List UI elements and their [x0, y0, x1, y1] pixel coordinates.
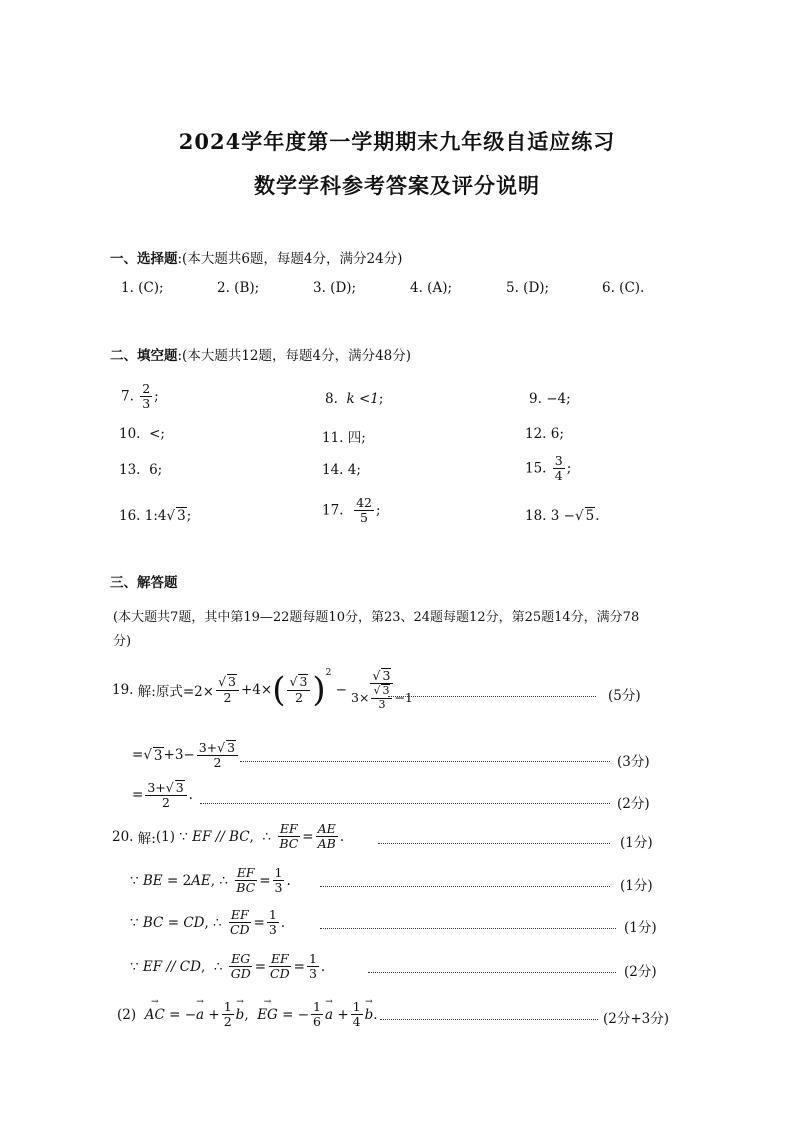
section-1-heading	[110, 247, 402, 267]
section-3-desc: (本大题共7题，其中第19—22题每题10分，第23、24题每题12分，第25题14分，满分78	[113, 610, 640, 625]
answer-5: 5. (D);	[506, 280, 550, 296]
q19-line-2: = √ 3 +3− $\frac{3+√ 3}{2}$	[132, 740, 240, 771]
score-mark: (2分)	[617, 796, 650, 812]
dot-leader	[320, 928, 616, 929]
section-3-title: 三、解答题	[110, 575, 178, 591]
fraction: $\frac{2}{3}$	[142, 381, 151, 412]
score-mark: (1分)	[620, 835, 653, 851]
dot-leader	[368, 972, 616, 973]
dot-leader	[388, 696, 596, 697]
fill-answer-14: 14. 4;	[322, 462, 361, 478]
fill-answer-18: 18. 3 −√ 5.	[525, 507, 599, 524]
fill-answer-15: 15. $\frac{3}{4}$ ;	[525, 453, 572, 484]
q19-line-3: = $\frac{3+√ 3}{2}$ .	[132, 780, 193, 811]
score-mark: (2分+3分)	[603, 1011, 670, 1027]
fraction: $\frac{3}{4}$	[554, 453, 563, 484]
answer-1: 1. (C);	[121, 280, 164, 296]
dot-leader	[240, 761, 610, 762]
answer-6: 6. (C).	[602, 280, 645, 296]
dot-leader	[200, 803, 610, 804]
fill-answer-17: 17. $\frac{42}{5}$ ;	[322, 495, 381, 526]
section-3-desc-cont: 分)	[113, 634, 132, 649]
q19-line-1: 19. 解: 原式=2× √ $\frac{3}{2}$ +4× ( √ $\frac{3}{2}$ ) $^2$ − √ 3 3× √ $\frac{3}{3}$ −1	[112, 668, 417, 712]
score-mark: (1分)	[624, 920, 657, 936]
q20-line-2: ∵ BE = 2 AE , ∴ $\frac{EF}{BC}$ = $\frac{1}{3}$ .	[130, 865, 291, 896]
section-1-desc: :(本大题共6题，每题4分，满分24分)	[177, 251, 403, 267]
fill-answer-8: 8. k <1;	[325, 391, 384, 407]
fill-answer-12: 12. 6;	[525, 426, 564, 442]
score-mark: (3分)	[617, 754, 650, 770]
score-mark: (1分)	[620, 878, 653, 894]
q20-line-4: ∵ EF // CD , ∴ $\frac{EG}{GD}$ = $\frac{EF}{CD}$ = $\frac{1}{3}$ .	[130, 951, 326, 982]
fill-answer-10: 10. <;	[119, 426, 165, 442]
fill-answer-13: 13. 6;	[119, 462, 163, 478]
section-2-desc: :(本大题共12题，每题4分，满分48分)	[177, 348, 412, 364]
q20-line-1: 20. 解: (1) ∵ EF // BC , ∴ $\frac{EF}{BC}$ = $\frac{AE}{AB}$ .	[112, 821, 345, 852]
score-mark: (5分)	[608, 688, 641, 704]
fill-answer-7: 7. $\frac{2}{3}$ ;	[121, 381, 159, 412]
q20-line-3: ∵ BC = CD , ∴ $\frac{EF}{CD}$ = $\frac{1}{3}$ .	[130, 907, 286, 938]
fill-answer-11: 11. 四;	[322, 430, 366, 446]
section-2-heading	[110, 344, 411, 364]
dot-leader	[378, 843, 610, 844]
answer-2: 2. (B);	[217, 280, 260, 296]
answer-4: 4. (A);	[410, 280, 453, 296]
fraction: $\frac{42}{5}$	[356, 495, 372, 526]
fill-answer-16: 16. 1:4√ 3;	[119, 507, 191, 524]
section-3-heading	[110, 571, 178, 591]
answer-3: 3. (D);	[313, 280, 357, 296]
dot-leader	[380, 1019, 598, 1020]
section-2-title: 二、填空题	[110, 348, 178, 364]
fill-answer-9: 9. −4;	[529, 391, 571, 407]
score-mark: (2分)	[624, 964, 657, 980]
document-subtitle: 数学学科参考答案及评分说明	[254, 173, 540, 198]
section-1-title: 一、选择题	[110, 251, 178, 267]
q20-line-5: (2) AC → = − a → + $\frac{1}{2}$ b → , EG → = − $\frac{1}{6}$ a → + $\frac{1}{4}$ b → .	[117, 1000, 378, 1030]
dot-leader	[320, 886, 610, 887]
document-title: 2024学年度第一学期期末九年级自适应练习	[178, 129, 616, 154]
